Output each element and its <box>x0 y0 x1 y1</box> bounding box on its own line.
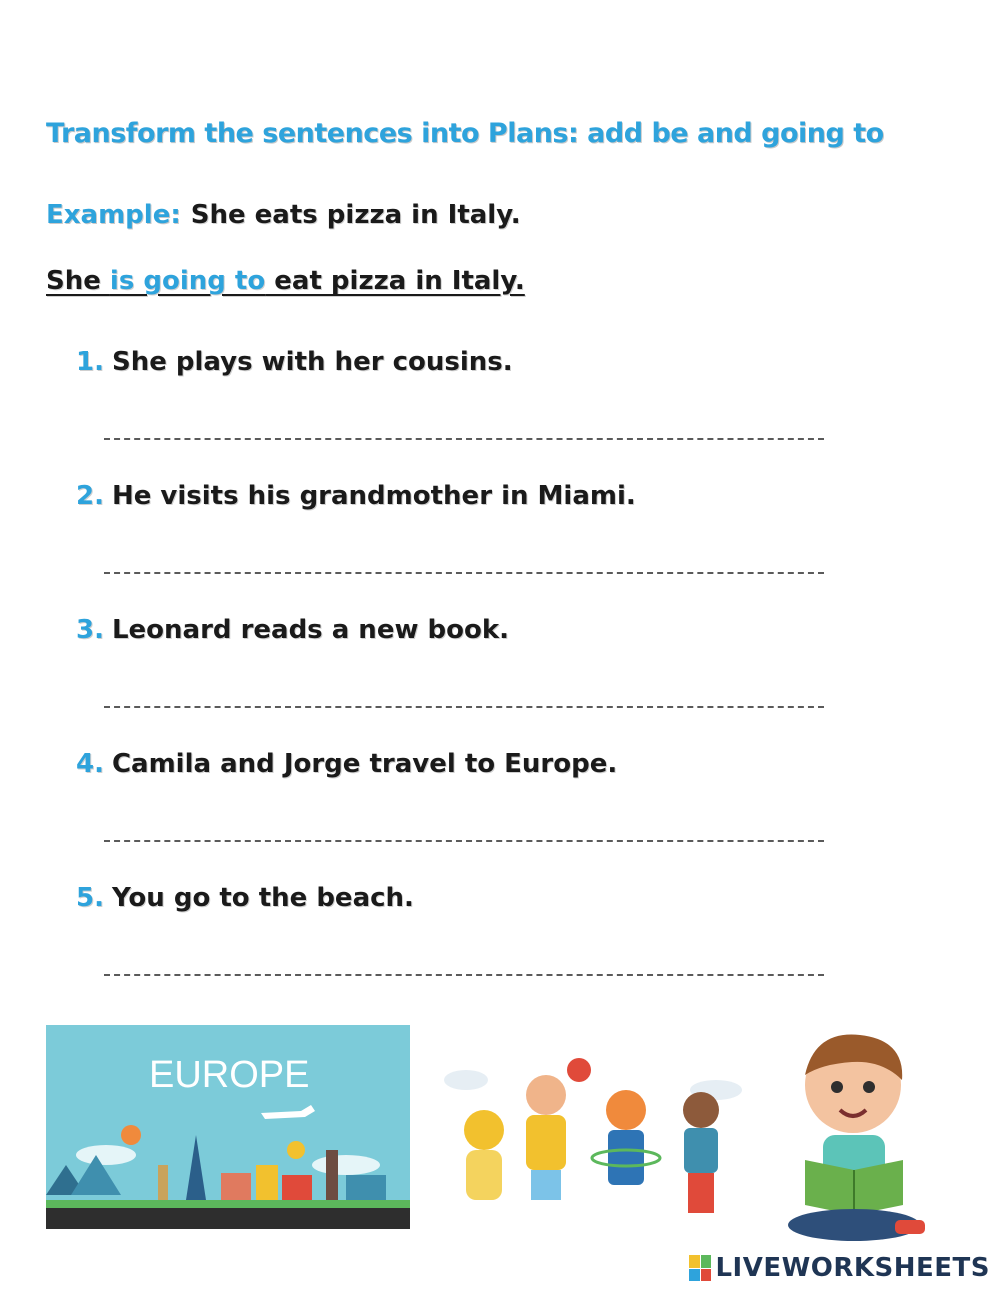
europe-illustration <box>46 1025 410 1229</box>
exercise-item-1 <box>76 347 513 377</box>
answer-blank-3[interactable] <box>104 706 824 708</box>
example-answer-start: She <box>46 266 110 296</box>
liveworksheets-brand <box>689 1253 990 1283</box>
exercise-item-5 <box>76 883 414 913</box>
item-number: 3. <box>76 615 104 645</box>
item-sentence: Leonard reads a new book. <box>111 615 510 645</box>
item-sentence: He visits his grandmother in Miami. <box>111 481 636 511</box>
instruction-heading: Transform the sentences into Plans: add be and going to <box>46 118 884 149</box>
item-number: 4. <box>76 749 104 779</box>
exercise-item-3 <box>76 615 509 645</box>
item-number: 5. <box>76 883 104 913</box>
liveworksheets-logo-icon <box>689 1255 711 1281</box>
example-answer <box>46 266 525 296</box>
example-line <box>46 200 521 230</box>
exercise-item-2 <box>76 481 636 511</box>
item-sentence: Camila and Jorge travel to Europe. <box>111 749 618 779</box>
europe-caption: EUROPE <box>149 1054 310 1096</box>
answer-blank-1[interactable] <box>104 438 824 440</box>
example-answer-end: eat pizza in Italy. <box>265 266 525 296</box>
boy-reading-illustration <box>785 1025 935 1255</box>
item-sentence: She plays with her cousins. <box>111 347 513 377</box>
item-number: 1. <box>76 347 104 377</box>
answer-blank-2[interactable] <box>104 572 824 574</box>
brand-name: LIVEWORKSHEETS <box>715 1253 990 1283</box>
item-sentence: You go to the beach. <box>111 883 414 913</box>
kids-illustration <box>436 1050 766 1230</box>
item-number: 2. <box>76 481 104 511</box>
answer-blank-5[interactable] <box>104 974 824 976</box>
answer-blank-4[interactable] <box>104 840 824 842</box>
example-answer-highlight: is going to <box>109 266 266 296</box>
example-label: Example: <box>46 200 181 230</box>
example-sentence: She eats pizza in Italy. <box>190 200 521 230</box>
exercise-item-4 <box>76 749 617 779</box>
